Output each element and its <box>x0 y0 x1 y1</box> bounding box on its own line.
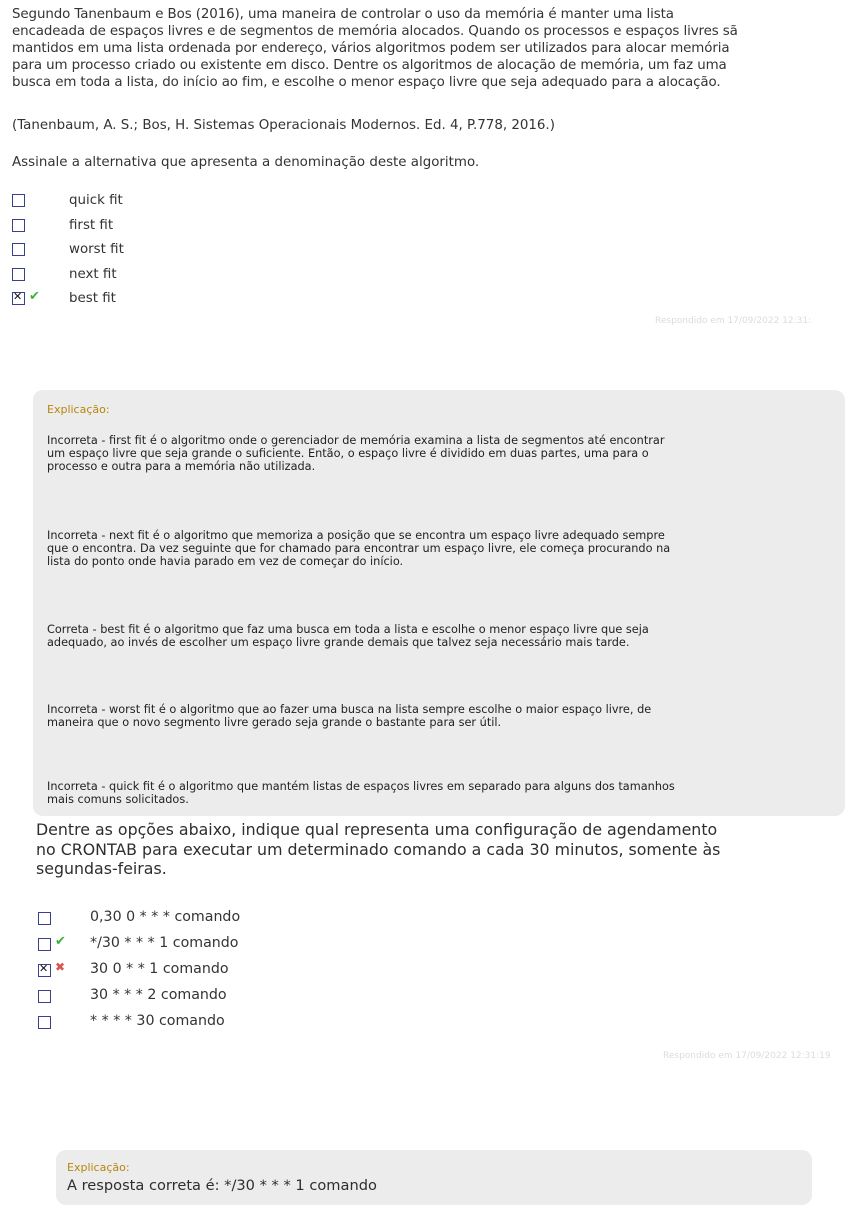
option-checkbox-checked[interactable] <box>12 292 25 305</box>
explanation-paragraph: Incorreta - quick fit é o algoritmo que mantém listas de espaços livres em separado para alguns dos tamanhos mais comuns solicitados. <box>47 780 675 806</box>
option-label: 0,30 0 * * * comando <box>90 909 241 925</box>
question-1-prompt: Assinale a alternativa que apresenta a denominação deste algoritmo. <box>12 155 480 170</box>
option-checkbox[interactable] <box>38 938 51 951</box>
question-2-text: Dentre as opções abaixo, indique qual representa uma configuração de agendamento no CRONTAB para executar um determinado comando a cada 30 minutos, somente às segundas-feiras. <box>36 820 721 878</box>
option-label: * * * * 30 comando <box>90 1013 225 1029</box>
option-checkbox[interactable] <box>12 194 25 207</box>
option-label: */30 * * * 1 comando <box>90 935 239 951</box>
explanation-paragraph: Incorreta - next fit é o algoritmo que memoriza a posição que se encontra um espaço livre adequado sempre que o encontra. Da vez seguinte que for chamado para encontrar um espaço livre, ele começa procurando na lista do ponto onde havia parado em vez de começar do início. <box>47 529 671 568</box>
option-checkbox[interactable] <box>12 268 25 281</box>
option-label: 30 * * * 2 comando <box>90 987 227 1003</box>
option-label: 30 0 * * 1 comando <box>90 961 229 977</box>
question-1-text: Segundo Tanenbaum e Bos (2016), uma maneira de controlar o uso da memória é manter uma lista encadeada de espaços livres e de segmentos de memória alocados. Quando os processos e espaços livres sã mantidos em uma lista ordenada por endereço, vários algoritmos podem ser utilizados para alocar memória para um processo criado ou existente em disco. Dentre os algoritmos de alocação de memória, um faz uma busca em toda a lista, do início ao fim, e escolhe o menor espaço livre que seja adequado para a alocação. <box>12 7 738 90</box>
option-checkbox[interactable] <box>38 1016 51 1029</box>
option-checkbox[interactable] <box>12 219 25 232</box>
answered-timestamp: Respondido em 17/09/2022 12:31: <box>655 316 812 326</box>
option-label: best fit <box>69 291 116 306</box>
question-1-reference: (Tanenbaum, A. S.; Bos, H. Sistemas Operacionais Modernos. Ed. 4, P.778, 2016.) <box>12 118 555 133</box>
answered-timestamp: Respondido em 17/09/2022 12:31:19 <box>663 1051 831 1061</box>
option-checkbox-checked[interactable] <box>38 964 51 977</box>
option-checkbox[interactable] <box>12 243 25 256</box>
explanation-title: Explicação: <box>67 1161 130 1174</box>
option-label: quick fit <box>69 193 123 208</box>
explanation-paragraph: Incorreta - worst fit é o algoritmo que ao fazer uma busca na lista sempre escolhe o maior espaço livre, de maneira que o novo segmento livre gerado seja grande o bastante para ser útil. <box>47 703 652 729</box>
explanation-answer: A resposta correta é: */30 * * * 1 comando <box>67 1177 377 1194</box>
explanation-box <box>56 1150 812 1205</box>
option-checkbox[interactable] <box>38 912 51 925</box>
correct-check-icon: ✔ <box>55 934 66 949</box>
option-checkbox[interactable] <box>38 990 51 1003</box>
explanation-title: Explicação: <box>47 403 110 416</box>
option-label: worst fit <box>69 242 124 257</box>
wrong-x-icon: ✖ <box>55 960 66 974</box>
explanation-paragraph: Correta - best fit é o algoritmo que faz uma busca em toda a lista e escolhe o menor espaço livre que seja adequado, ao invés de escolher um espaço livre grande demais que talvez seja necessário mais tarde. <box>47 623 649 649</box>
correct-check-icon: ✔ <box>29 289 40 304</box>
explanation-paragraph: Incorreta - first fit é o algoritmo onde o gerenciador de memória examina a lista de segmentos até encontrar um espaço livre que seja grande o suficiente. Então, o espaço livre é dividido em duas partes, uma para o processo e outra para a memória não utilizada. <box>47 434 665 473</box>
option-label: next fit <box>69 266 117 282</box>
option-label: first fit <box>69 217 114 233</box>
explanation-box <box>33 390 845 816</box>
